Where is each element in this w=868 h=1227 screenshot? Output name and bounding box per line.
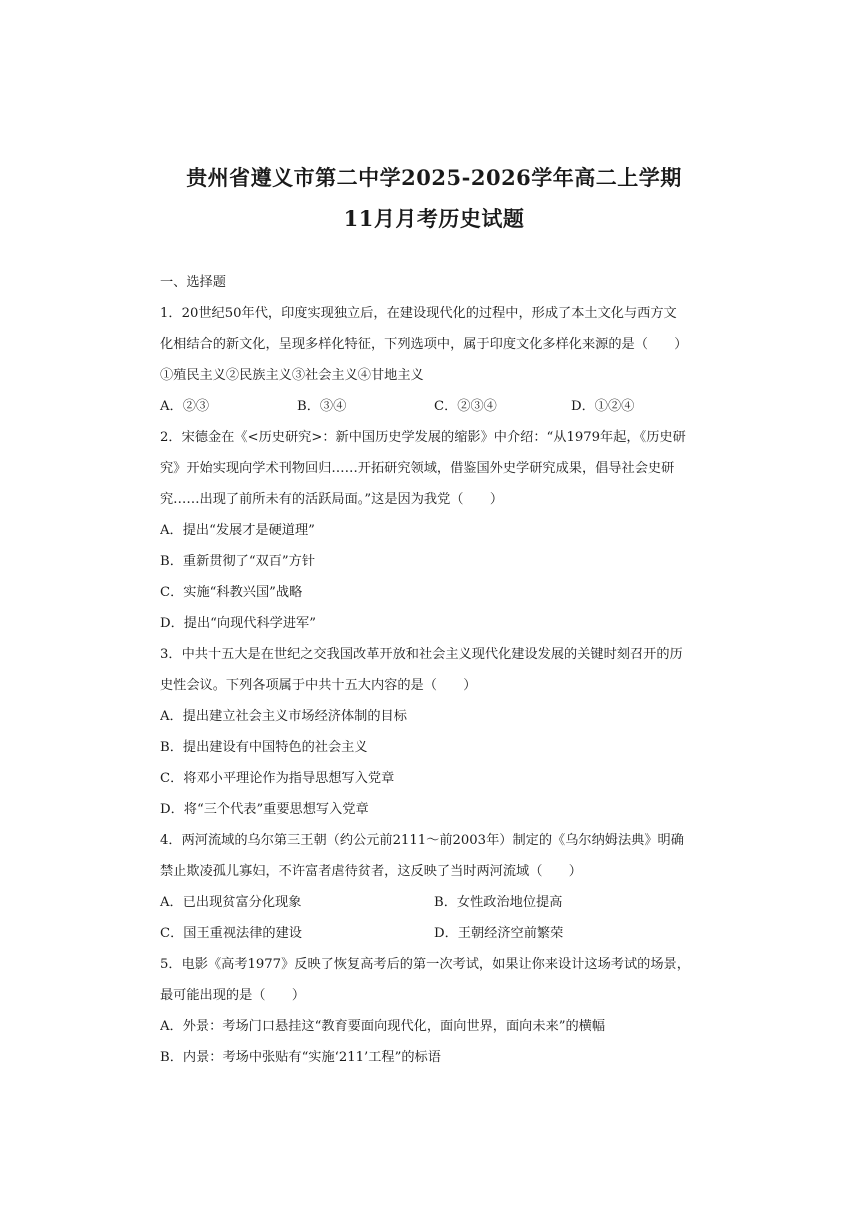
q4-option-b: B．女性政治地位提高 (434, 895, 563, 910)
q2-stem-line: 2．宋德金在《<历史研究>：新中国历史学发展的缩影》中介绍：“从1979年起，《历史研 (160, 430, 686, 445)
q3-option-b: B．提出建设有中国特色的社会主义 (160, 740, 368, 755)
q5-option-a: A．外景：考场门口悬挂这“教育要面向现代化，面向世界，面向未来”的横幅 (160, 1019, 606, 1034)
q3-option-d: D．将“三个代表”重要思想写入党章 (160, 802, 369, 817)
q4-option-d: D．王朝经济空前繁荣 (434, 926, 564, 941)
section-heading: 一、选择题 (160, 275, 226, 290)
q5-stem-line: 最可能出现的是（ ） (160, 988, 306, 1003)
exam-title-line2: 11月月考历史试题 (343, 206, 525, 231)
q3-stem-line: 史性会议。下列各项属于中共十五大内容的是（ ） (160, 678, 477, 693)
q2-option-a: A．提出“发展才是硬道理” (160, 523, 315, 538)
q1-option-d: D．①②④ (571, 399, 635, 414)
q1-stem-line: 化相结合的新文化，呈现多样化特征，下列选项中，属于印度文化多样化来源的是（ ） (160, 337, 688, 352)
q3-stem-line: 3．中共十五大是在世纪之交我国改革开放和社会主义现代化建设发展的关键时刻召开的历 (160, 647, 683, 662)
q2-stem-line: 究》开始实现向学术刊物回归……开拓研究领域，借鉴国外史学研究成果，倡导社会史研 (160, 461, 675, 476)
q2-stem-line: 究……出现了前所未有的活跃局面。”这是因为我党（ ） (160, 492, 504, 507)
q2-option-b: B．重新贯彻了“双百”方针 (160, 554, 316, 569)
q2-option-c: C．实施“科教兴国”战略 (160, 585, 303, 600)
q1-stem-line: ①殖民主义②民族主义③社会主义④甘地主义 (160, 368, 424, 383)
q3-option-c: C．将邓小平理论作为指导思想写入党章 (160, 771, 395, 786)
q1-stem-line: 1．20世纪50年代，印度实现独立后，在建设现代化的过程中，形成了本土文化与西方文 (160, 306, 677, 321)
q5-stem-line: 5．电影《高考1977》反映了恢复高考后的第一次考试，如果让你来设计这场考试的场景， (160, 957, 690, 972)
q1-option-c: C．②③④ (434, 399, 497, 414)
exam-title-line1: 贵州省遵义市第二中学2025-2026学年高二上学期 (186, 165, 682, 190)
q1-option-b: B．③④ (297, 399, 347, 414)
q4-option-c: C．国王重视法律的建设 (160, 926, 302, 941)
q5-option-b: B．内景：考场中张贴有“实施‘211’工程”的标语 (160, 1050, 441, 1065)
q1-option-a: A．②③ (160, 399, 210, 414)
q3-option-a: A．提出建立社会主义市场经济体制的目标 (160, 709, 407, 724)
q2-option-d: D．提出“向现代科学进军” (160, 616, 316, 631)
q4-stem-line: 禁止欺凌孤儿寡妇，不许富者虐待贫者，这反映了当时两河流域（ ） (160, 864, 582, 879)
q4-stem-line: 4．两河流域的乌尔第三王朝（约公元前2111～前2003年）制定的《乌尔纳姆法典》明确 (160, 833, 684, 848)
q4-option-a: A．已出现贫富分化现象 (160, 895, 302, 910)
